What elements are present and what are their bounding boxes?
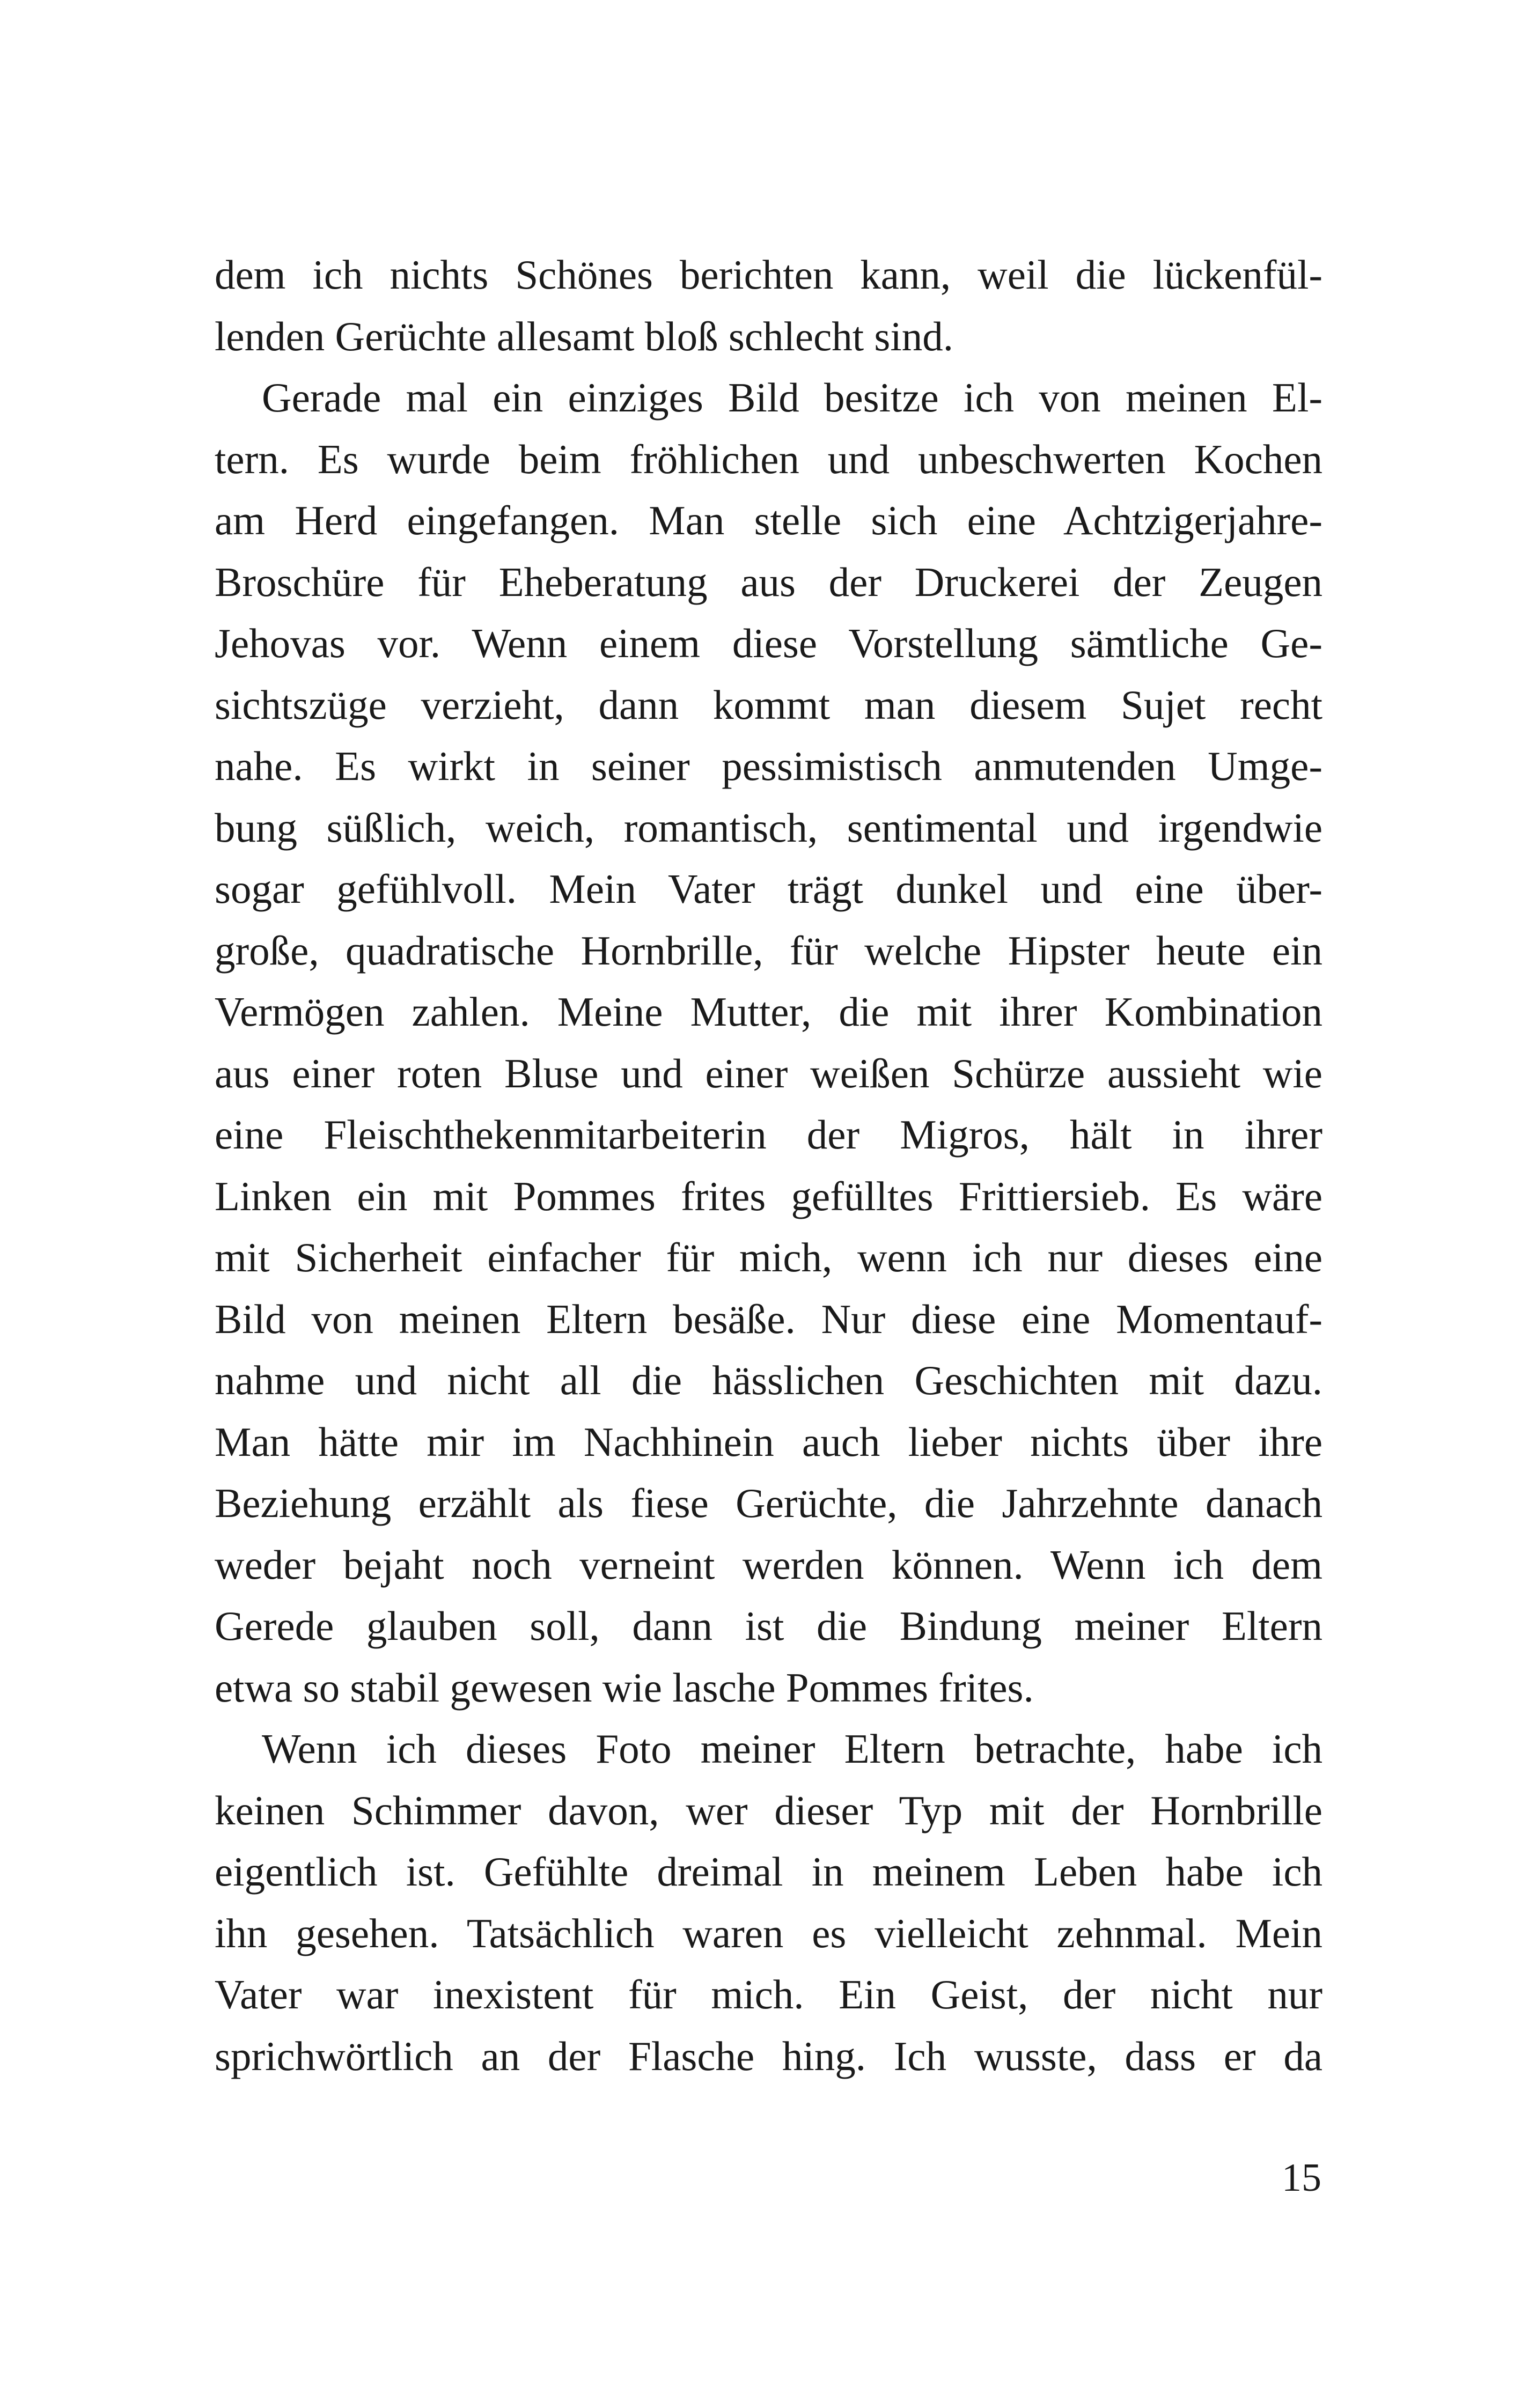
paragraph [215,244,1322,367]
text-line: Jehovas vor. Wenn einem diese Vorstellung sämtliche Ge- [215,620,1322,666]
text-line: ihn gesehen. Tatsächlich waren es vielleicht zehnmal. Mein [215,1910,1322,1956]
page-number: 15 [1282,2156,1321,2200]
text-line: dem ich nichts Schönes berichten kann, weil die lückenfül- [215,252,1322,298]
text-line: Vermögen zahlen. Meine Mutter, die mit ihrer Kombination [215,989,1322,1035]
text-line: sprichwörtlich an der Flasche hing. Ich wusste, dass er da [215,2033,1322,2079]
text-line: Vater war inexistent für mich. Ein Geist, der nicht nur [215,1971,1322,2017]
text-line: Man hätte mir im Nachhinein auch lieber nichts über ihre [215,1418,1322,1465]
text-line: große, quadratische Hornbrille, für welche Hipster heute ein [215,927,1322,974]
text-line: sogar gefühlvoll. Mein Vater trägt dunkel und eine über- [215,866,1322,912]
text-line: bung süßlich, weich, romantisch, sentimental und irgendwie [215,804,1322,851]
text-line: Beziehung erzählt als fiese Gerüchte, die Jahrzehnte danach [215,1480,1322,1526]
text-line: Gerede glauben soll, dann ist die Bindung meiner Eltern [215,1603,1322,1649]
text-line: nahme und nicht all die hässlichen Geschichten mit dazu. [215,1357,1322,1403]
text-line: weder bejaht noch verneint werden können. Wenn ich dem [215,1541,1322,1588]
body-text [215,244,1322,2087]
text-line: am Herd eingefangen. Man stelle sich eine Achtzigerjahre- [215,497,1322,543]
text-line: eine Fleischthekenmitarbeiterin der Migros, hält in ihrer [215,1111,1322,1158]
text-line: aus einer roten Bluse und einer weißen Schürze aussieht wie [215,1050,1322,1096]
text-line: keinen Schimmer davon, wer dieser Typ mit der Hornbrille [215,1787,1322,1833]
text-line: eigentlich ist. Gefühlte dreimal in meinem Leben habe ich [215,1849,1322,1895]
text-line: Broschüre für Eheberatung aus der Druckerei der Zeugen [215,558,1322,605]
text-line: mit Sicherheit einfacher für mich, wenn ich nur dieses eine [215,1234,1322,1280]
paragraph [215,1718,1322,2087]
text-line: lenden Gerüchte allesamt bloß schlecht sind. [215,313,954,359]
text-line: tern. Es wurde beim fröhlichen und unbeschwerten Kochen [215,436,1322,482]
paragraph [215,367,1322,1718]
text-line: Linken ein mit Pommes frites gefülltes Frittiersieb. Es wäre [215,1173,1322,1219]
text-line: Gerade mal ein einziges Bild besitze ich von meinen El- [262,374,1322,421]
text-line: nahe. Es wirkt in seiner pessimistisch anmutenden Umge- [215,743,1322,789]
text-line: etwa so stabil gewesen wie lasche Pommes frites. [215,1664,1034,1711]
text-line: sichtszüge verzieht, dann kommt man diesem Sujet recht [215,681,1322,728]
text-line: Wenn ich dieses Foto meiner Eltern betrachte, habe ich [262,1726,1322,1772]
text-line: Bild von meinen Eltern besäße. Nur diese eine Momentauf- [215,1295,1322,1342]
